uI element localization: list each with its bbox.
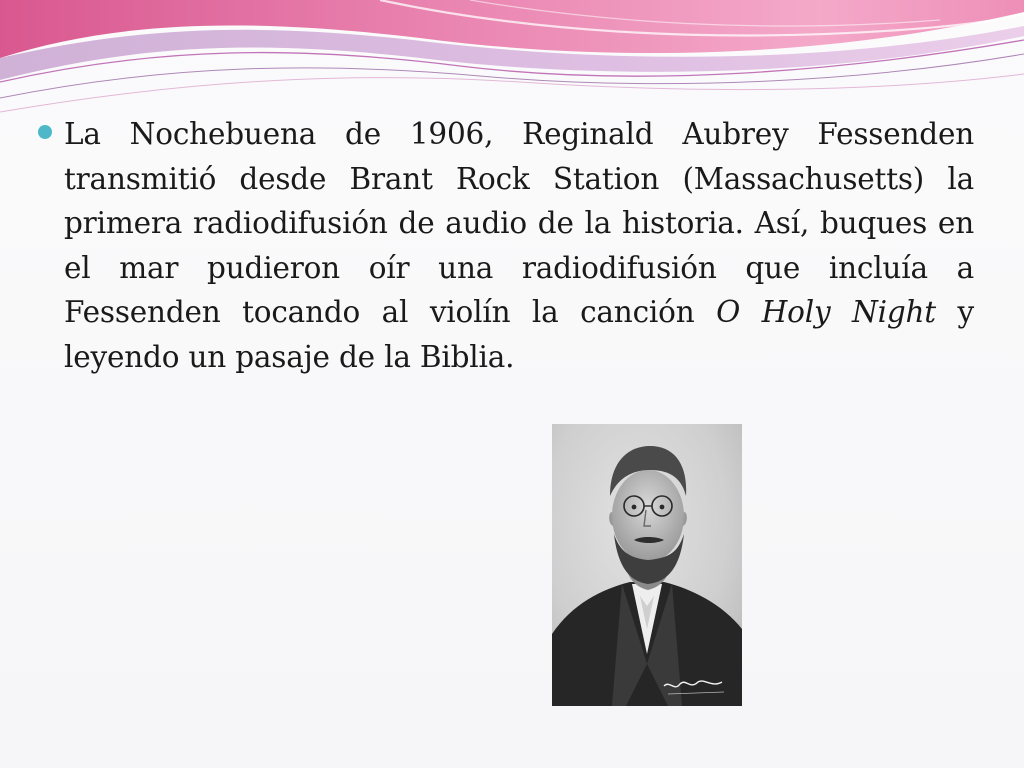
bullet-text-end: y leyendo un pasaje de la Biblia. (64, 295, 974, 374)
bullet-dot-icon (38, 125, 52, 139)
song-title: O Holy Night (716, 295, 936, 330)
bullet-text-start: La Nochebuena de 1906, Reginald Aubrey Fessenden transmitió desde Brant Rock Station (Massachusetts) la primera radiodifusión de audio de la historia. Así, buques en el mar pudieron oír una radiodifusión que incluía a Fessenden tocando al violín la canción (64, 117, 974, 330)
portrait-photo (552, 424, 742, 706)
bullet-item (38, 112, 974, 380)
header-swoosh-decoration (0, 0, 1024, 130)
portrait-illustration (552, 424, 742, 706)
bullet-text (64, 112, 974, 380)
